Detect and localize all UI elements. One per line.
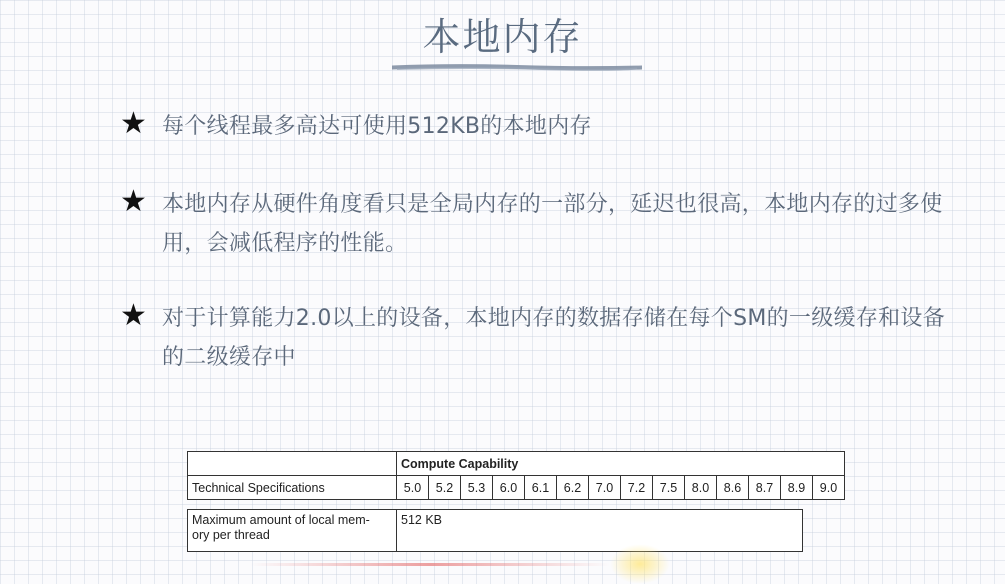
capability-cell: 5.2 — [429, 476, 461, 500]
slide-title: 本地内存 — [422, 15, 583, 59]
spec-table-body — [187, 509, 803, 552]
table-corner-cell — [188, 452, 397, 476]
local-memory-label — [188, 510, 397, 552]
capability-cell: 9.0 — [813, 476, 845, 500]
capability-cell: 7.2 — [621, 476, 653, 500]
compute-capability-header: Compute Capability — [397, 452, 845, 476]
capability-cell: 5.0 — [397, 476, 429, 500]
capability-cell: 8.9 — [781, 476, 813, 500]
bullet-1 — [120, 107, 960, 146]
capability-cell: 5.3 — [461, 476, 493, 500]
capability-cell: 6.2 — [557, 476, 589, 500]
local-memory-value: 512 KB — [397, 510, 803, 552]
local-memory-label-line-2: ory per thread — [192, 528, 270, 542]
capability-cell: 6.1 — [525, 476, 557, 500]
bullet-3 — [120, 299, 960, 377]
table-header-row — [188, 452, 845, 476]
star-icon: ★ — [120, 184, 147, 219]
star-icon: ★ — [120, 106, 147, 141]
bullet-2-text: 本地内存从硬件角度看只是全局内存的一部分，延迟也很高，本地内存的过多使用，会减低程序的性能。 — [162, 192, 943, 256]
capability-cell: 7.5 — [653, 476, 685, 500]
local-memory-label-line-1: Maximum amount of local mem- — [192, 513, 370, 527]
annotation-stroke — [250, 563, 610, 566]
capability-cell: 6.0 — [493, 476, 525, 500]
star-icon: ★ — [120, 298, 147, 333]
bullet-1-text: 每个线程最多高达可使用512KB的本地内存 — [162, 114, 592, 139]
capability-cell: 8.6 — [717, 476, 749, 500]
table-row — [188, 476, 845, 500]
cursor-highlight — [610, 544, 670, 584]
bullet-3-text: 对于计算能力2.0以上的设备，本地内存的数据存储在每个SM的一级缓存和设备的二级缓存中 — [162, 306, 946, 370]
capability-cell: 7.0 — [589, 476, 621, 500]
capability-cell: 8.0 — [685, 476, 717, 500]
bullet-2 — [120, 185, 960, 263]
spec-table-header — [187, 451, 845, 500]
technical-specifications-label: Technical Specifications — [188, 476, 397, 500]
table-row — [188, 510, 803, 552]
title-underline-brush — [392, 64, 642, 71]
capability-cell: 8.7 — [749, 476, 781, 500]
